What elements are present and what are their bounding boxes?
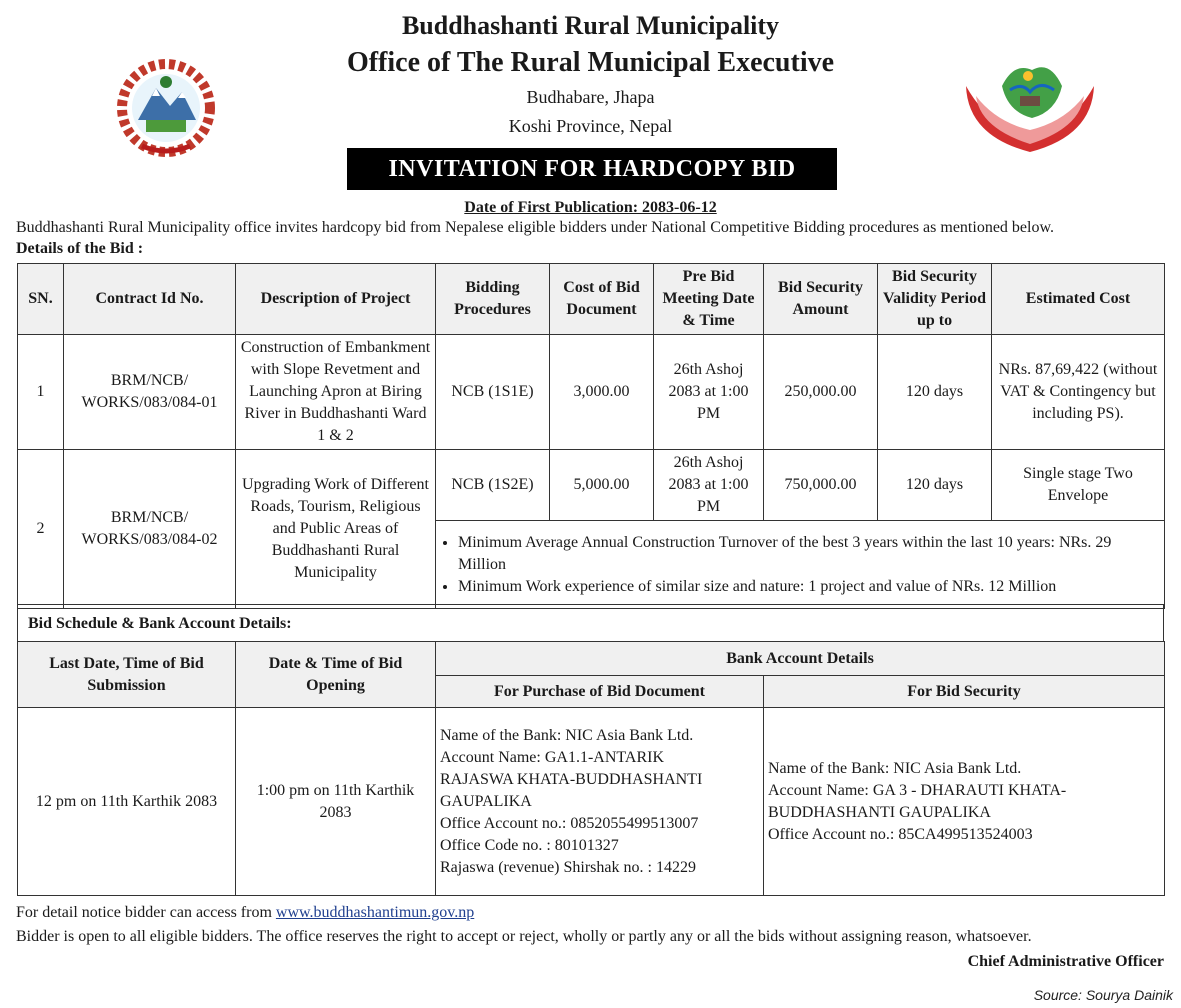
requirement-experience: • Minimum Work experience of similar size and nature: 1 project and value of NRs. 12 Million <box>458 576 1160 598</box>
row2-security-amount: 750,000.00 <box>764 450 878 521</box>
source-credit: Source: Sourya Dainik <box>1033 987 1173 1003</box>
purchase-office-code: Office Code no. : 80101327 <box>440 836 619 854</box>
invitation-banner: INVITATION FOR HARDCOPY BID <box>347 148 837 190</box>
purchase-account-name-cont2: GAUPALIKA <box>440 792 532 810</box>
purchase-account-no: Office Account no.: 0852055499513007 <box>440 814 699 832</box>
header-bank-details: Bank Account Details <box>436 642 1165 676</box>
purchase-bank-name: Name of the Bank: NIC Asia Bank Ltd. <box>440 726 694 744</box>
row2-cost-doc: 5,000.00 <box>550 450 654 521</box>
header-pre-bid: Pre Bid Meeting Date & Time <box>654 264 764 335</box>
opening-value: 1:00 pm on 11th Karthik 2083 <box>236 708 436 896</box>
security-account-no: Office Account no.: 85CA499513524003 <box>768 825 1033 843</box>
header-last-date: Last Date, Time of Bid Submission <box>18 642 236 708</box>
schedule-table <box>17 641 1165 896</box>
header-validity: Bid Security Validity Period up to <box>878 264 992 335</box>
last-date-value: 12 pm on 11th Karthik 2083 <box>18 708 236 896</box>
address-line1: Budhabare, Jhapa <box>526 87 655 107</box>
row2-contract-id: BRM/NCB/ WORKS/083/084-02 <box>64 450 236 609</box>
row1-cost-doc: 3,000.00 <box>550 335 654 450</box>
row1-procedure: NCB (1S1E) <box>436 335 550 450</box>
row1-description: Construction of Embankment with Slope Revetment and Launching Apron at Biring River in Buddhashanti Ward 1 & 2 <box>236 335 436 450</box>
purchase-revenue-no: Rajaswa (revenue) Shirshak no. : 14229 <box>440 858 696 876</box>
qualification-requirements <box>436 521 1165 609</box>
security-bank-details <box>764 708 1165 896</box>
requirement-turnover: • Minimum Average Annual Construction Turnover of the best 3 years within the last 10 years: NRs. 29 Million <box>458 532 1160 576</box>
title-line2: Office of The Rural Municipal Executive <box>346 47 835 78</box>
signatory: Chief Administrative Officer <box>967 953 1164 970</box>
row1-estimated: NRs. 87,69,422 (without VAT & Contingency but including PS). <box>992 335 1165 450</box>
purchase-account-name-cont: RAJASWA KHATA-BUDDHASHANTI <box>440 770 703 788</box>
row2-estimated: Single stage Two Envelope <box>992 450 1165 521</box>
row2-validity: 120 days <box>878 450 992 521</box>
website-link[interactable]: www.buddhashantimun.gov.np <box>275 904 475 921</box>
row2-description: Upgrading Work of Different Roads, Tourism, Religious and Public Areas of Buddhashanti Rural Municipality <box>236 450 436 609</box>
detail-notice-text: For detail notice bidder can access from <box>16 904 276 921</box>
schedule-section-title: Bid Schedule & Bank Account Details: <box>17 604 1164 642</box>
row1-validity: 120 days <box>878 335 992 450</box>
address-line2: Koshi Province, Nepal <box>508 116 673 136</box>
row1-pre-bid: 26th Ashoj 2083 at 1:00 PM <box>654 335 764 450</box>
header-sn: SN. <box>18 264 64 335</box>
header-opening: Date & Time of Bid Opening <box>236 642 436 708</box>
disclaimer-text: Bidder is open to all eligible bidders. The office reserves the right to accept or reject, wholly or partly any or all the bids without assigning reason, whatsoever. <box>16 928 1032 945</box>
row2-sn: 2 <box>18 450 64 609</box>
intro-text: Buddhashanti Rural Municipality office invites hardcopy bid from Nepalese eligible bidders under National Competitive Bidding procedures as mentioned below. <box>16 219 1054 236</box>
header-description: Description of Project <box>236 264 436 335</box>
security-account-name: Account Name: GA 3 - DHARAUTI KHATA- <box>768 781 1067 799</box>
row2-procedure: NCB (1S2E) <box>436 450 550 521</box>
header-estimated: Estimated Cost <box>992 264 1165 335</box>
details-label: Details of the Bid : <box>16 240 144 257</box>
header-contract-id: Contract Id No. <box>64 264 236 335</box>
header-procedure: Bidding Procedures <box>436 264 550 335</box>
table-row <box>18 335 1165 450</box>
header-purchase: For Purchase of Bid Document <box>436 676 764 708</box>
row1-security-amount: 250,000.00 <box>764 335 878 450</box>
detail-notice <box>16 903 474 923</box>
header-security-amount: Bid Security Amount <box>764 264 878 335</box>
table-row <box>18 450 1165 521</box>
publication-date: Date of First Publication: 2083-06-12 <box>464 199 717 216</box>
title-line1: Buddhashanti Rural Municipality <box>401 11 780 40</box>
purchase-account-name: Account Name: GA1.1-ANTARIK <box>440 748 664 766</box>
row1-contract-id: BRM/NCB/ WORKS/083/084-01 <box>64 335 236 450</box>
security-bank-name: Name of the Bank: NIC Asia Bank Ltd. <box>768 759 1022 777</box>
purchase-bank-details <box>436 708 764 896</box>
row1-sn: 1 <box>18 335 64 450</box>
bid-details-table <box>17 263 1165 609</box>
security-account-name-cont: BUDDHASHANTI GAUPALIKA <box>768 803 991 821</box>
header-cost-doc: Cost of Bid Document <box>550 264 654 335</box>
header-security: For Bid Security <box>764 676 1165 708</box>
row2-pre-bid: 26th Ashoj 2083 at 1:00 PM <box>654 450 764 521</box>
